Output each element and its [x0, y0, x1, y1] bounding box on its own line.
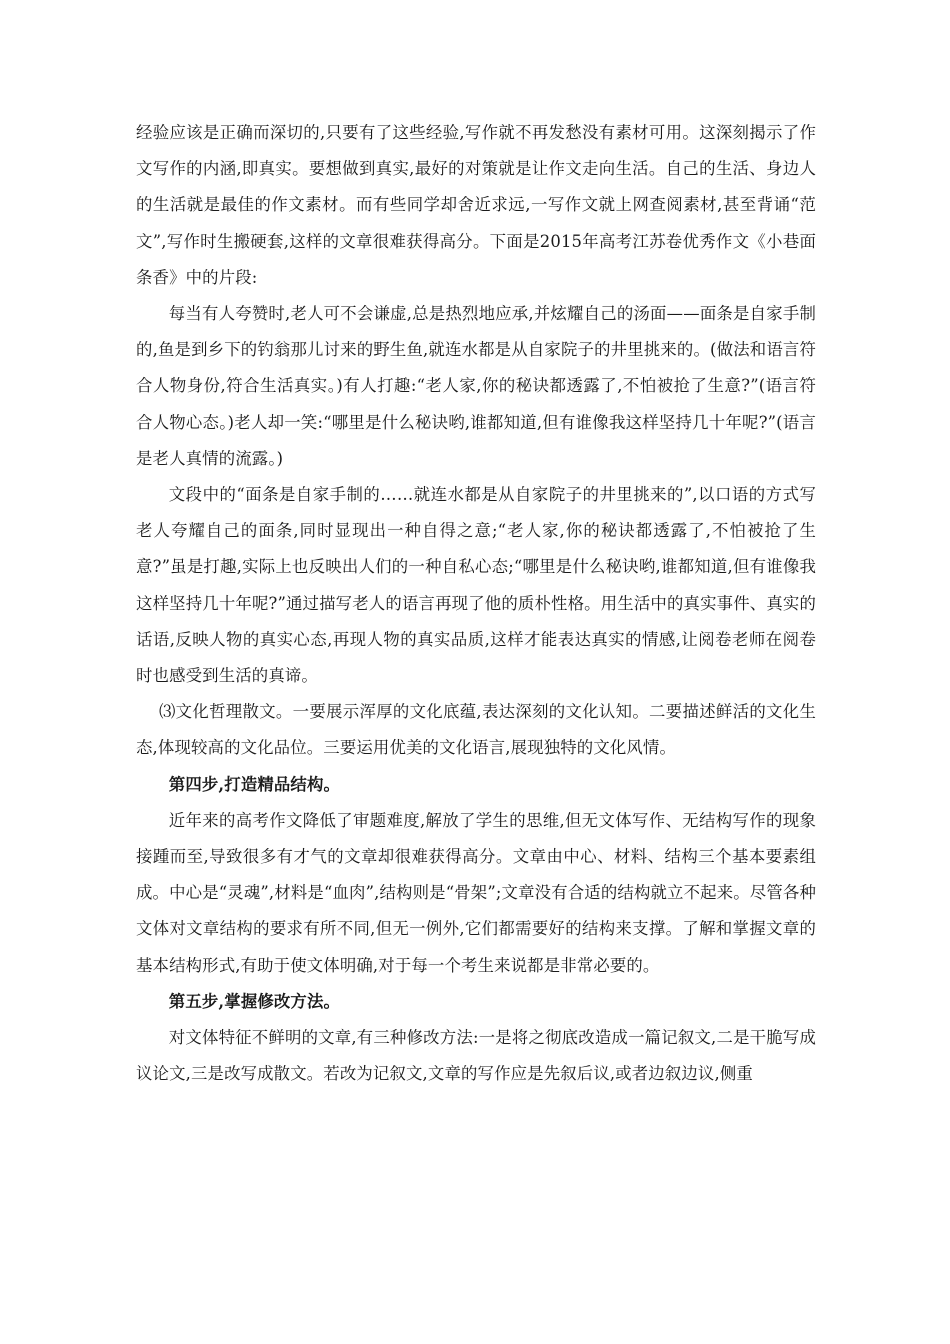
quoted-excerpt-paragraph: 每当有人夸赞时,老人可不会谦虚,总是热烈地应承,并炫耀自己的汤面——面条是自家手制的,鱼是到乡下的钓翁那儿讨来的野生鱼,就连水都是从自家院子的井里挑来的。(做法和语言符合人物身份,符合生活真实。)有人打趣:“老人家,你的秘诀都透露了,不怕被抢了生意?”(语言符合人物心态。)老人却一笑:“哪里是什么秘诀哟,谁都知道,但有谁像我这样坚持几十年呢?”(语言是老人真情的流露。)	[136, 304, 816, 468]
revision-paragraph: 对文体特征不鲜明的文章,有三种修改方法:一是将之彻底改造成一篇记叙文,二是干脆写成议论文,三是改写成散文。若改为记叙文,文章的写作应是先叙后议,或者边叙边议,侧重	[136, 1028, 816, 1084]
structure-paragraph: 近年来的高考作文降低了审题难度,解放了学生的思维,但无文体写作、无结构写作的现象接踵而至,导致很多有才气的文章却很难获得高分。文章由中心、材料、结构三个基本要素组成。中心是“灵魂”,材料是“血肉”,结构则是“骨架”;文章没有合适的结构就立不起来。尽管各种文体对文章结构的要求有所不同,但无一例外,它们都需要好的结构来支撑。了解和掌握文章的基本结构形式,有助于使文体明确,对于每一个考生来说都是非常必要的。	[136, 810, 816, 975]
step-five-heading: 第五步,掌握修改方法。	[168, 991, 341, 1011]
culture-essay-paragraph: ⑶文化哲理散文。一要展示浑厚的文化底蕴,表达深刻的文化认知。二要描述鲜活的文化生态,体现较高的文化品位。三要运用优美的文化语言,展现独特的文化风情。	[136, 702, 816, 758]
analysis-paragraph: 文段中的“面条是自家手制的……就连水都是从自家院子的井里挑来的”,以口语的方式写老人夸耀自己的面条,同时显现出一种自得之意;“老人家,你的秘诀都透露了,不怕被抢了生意?”虽是打趣,实际上也反映出人们的一种自私心态;“哪里是什么秘诀哟,谁都知道,但有谁像我这样坚持几十年呢?”通过描写老人的语言再现了他的质朴性格。用生活中的真实事件、真实的话语,反映人物的真实心态,再现人物的真实品质,这样才能表达真实的情感,让阅卷老师在阅卷时也感受到生活的真谛。	[136, 485, 816, 686]
step-four-heading: 第四步,打造精品结构。	[168, 774, 341, 794]
body-paragraph-experience: 经验应该是正确而深切的,只要有了这些经验,写作就不再发愁没有素材可用。这深刻揭示了作文写作的内涵,即真实。要想做到真实,最好的对策就是让作文走向生活。自己的生活、身边人的生活就是最佳的作文素材。而有些同学却舍近求远,一写作文就上网查阅素材,甚至背诵“范文”,写作时生搬硬套,这样的文章很难获得高分。下面是2015年高考江苏卷优秀作文《小巷面条香》中的片段:	[136, 123, 816, 287]
document-page	[136, 115, 816, 1092]
